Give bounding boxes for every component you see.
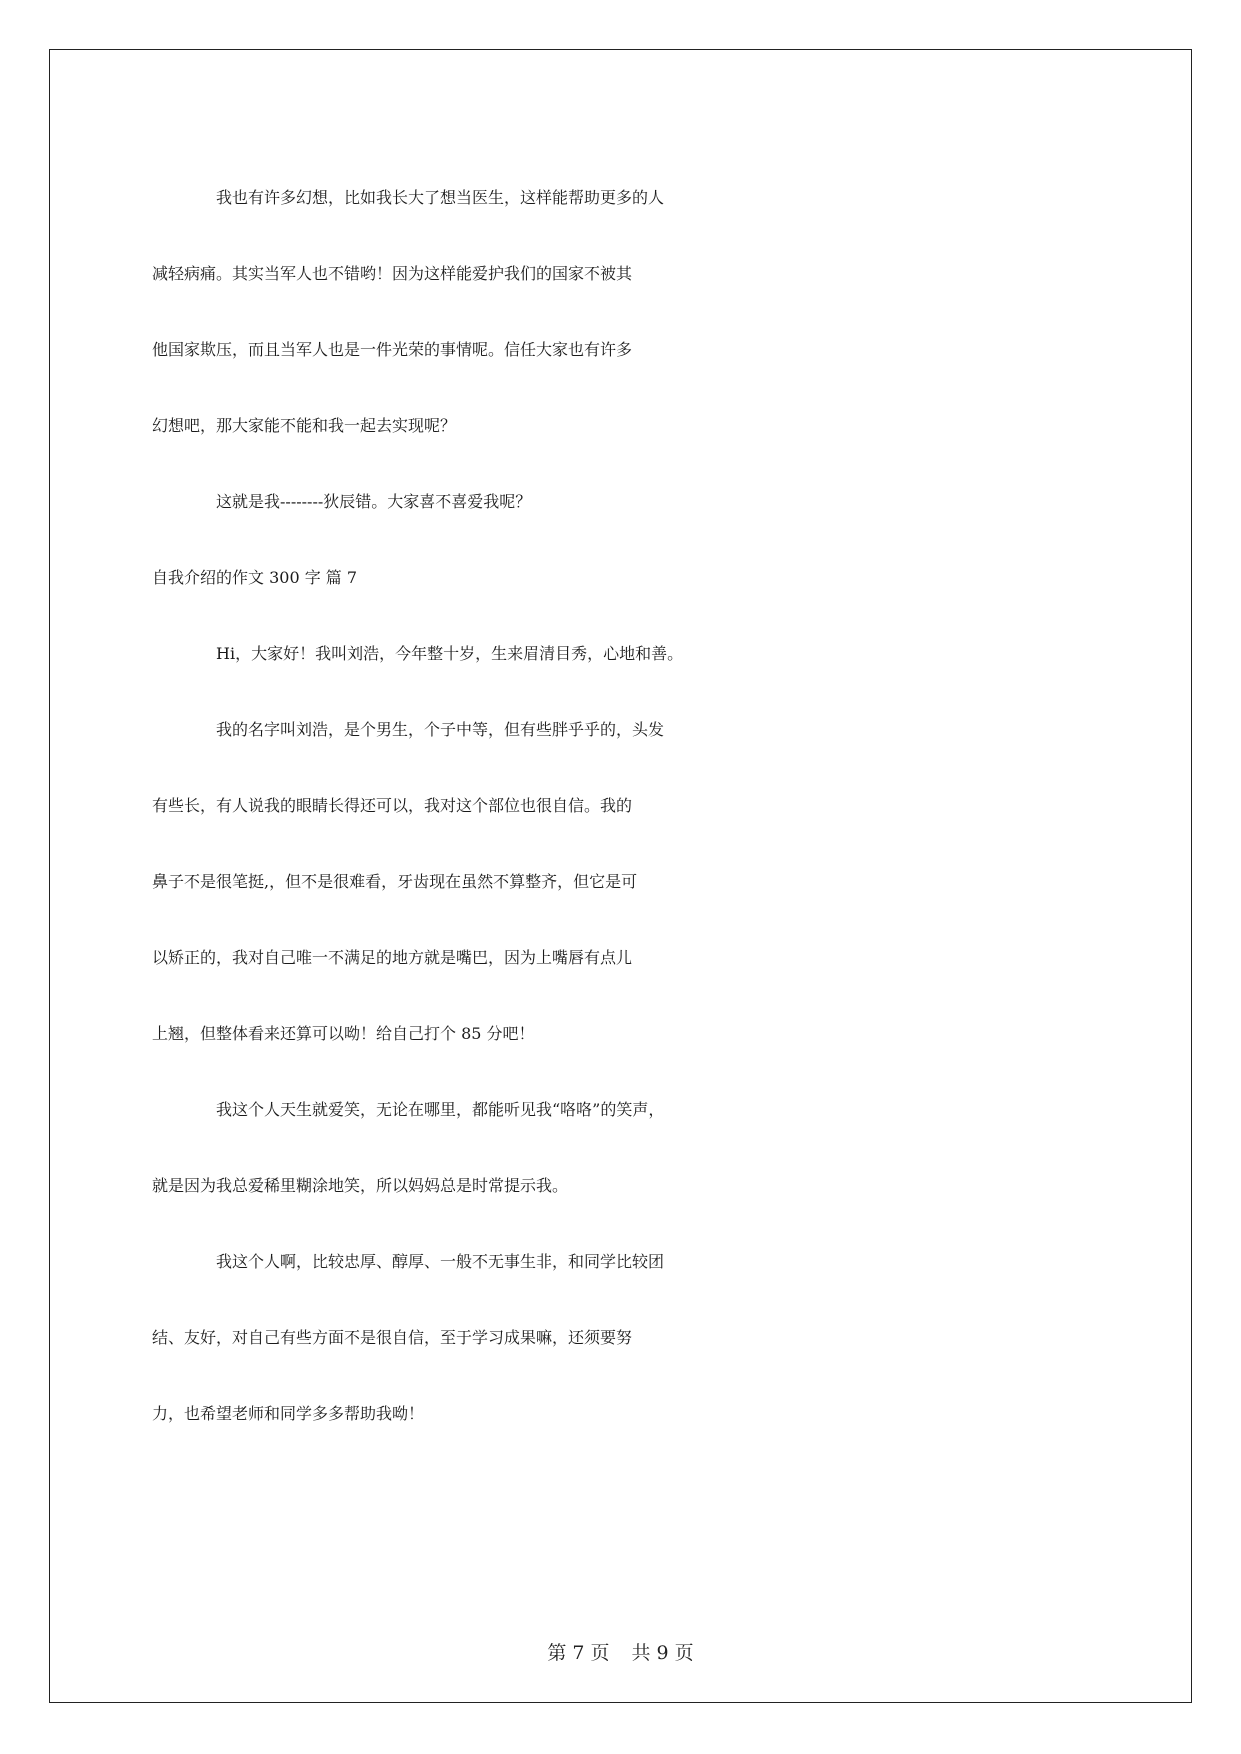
text-line: 力，也希望老师和同学多多帮助我呦！	[152, 1404, 425, 1423]
text-line: 我也有许多幻想，比如我长大了想当医生，这样能帮助更多的人	[216, 188, 665, 207]
paragraph	[152, 1224, 1087, 1452]
text-line: 上翘，但整体看来还算可以呦！给自己打个 85 分吧！	[152, 1024, 535, 1043]
paragraph	[152, 160, 1087, 464]
text-line: 幻想吧，那大家能不能和我一起去实现呢？	[152, 416, 457, 435]
text-line: 以矫正的，我对自己唯一不满足的地方就是嘴巴，因为上嘴唇有点儿	[152, 948, 633, 967]
page-number: 第 7 页	[547, 1642, 610, 1664]
text-line: Hi，大家好！我叫刘浩，今年整十岁，生来眉清目秀，心地和善。	[216, 644, 684, 663]
text-line: 我的名字叫刘浩，是个男生，个子中等，但有些胖乎乎的，头发	[216, 720, 665, 739]
paragraph	[152, 464, 1087, 540]
paragraph	[152, 616, 1087, 692]
heading-text: 自我介绍的作文 300 字 篇 7	[152, 568, 358, 587]
text-line: 就是因为我总爱稀里糊涂地笑，所以妈妈总是时常提示我。	[152, 1176, 569, 1195]
text-line: 我这个人啊，比较忠厚、醇厚、一般不无事生非，和同学比较团	[216, 1252, 665, 1271]
paragraph	[152, 692, 1087, 1072]
paragraph	[152, 1072, 1087, 1224]
text-line: 我这个人天生就爱笑，无论在哪里，都能听见我“咯咯”的笑声，	[216, 1100, 665, 1119]
text-line: 有些长，有人说我的眼睛长得还可以，我对这个部位也很自信。我的	[152, 796, 633, 815]
text-line: 他国家欺压，而且当军人也是一件光荣的事情呢。信任大家也有许多	[152, 340, 633, 359]
document-body	[152, 160, 1087, 1452]
text-line: 结、友好，对自己有些方面不是很自信，至于学习成果嘛，还须要努	[152, 1328, 633, 1347]
page-total: 共 9 页	[631, 1642, 694, 1664]
section-heading	[152, 540, 1087, 616]
text-line: 这就是我--------狄辰错。大家喜不喜爱我呢？	[216, 492, 532, 511]
page-footer	[0, 1638, 1241, 1665]
text-line: 减轻病痛。其实当军人也不错哟！因为这样能爱护我们的国家不被其	[152, 264, 633, 283]
text-line: 鼻子不是很笔挺,，但不是很难看，牙齿现在虽然不算整齐，但它是可	[152, 872, 638, 891]
